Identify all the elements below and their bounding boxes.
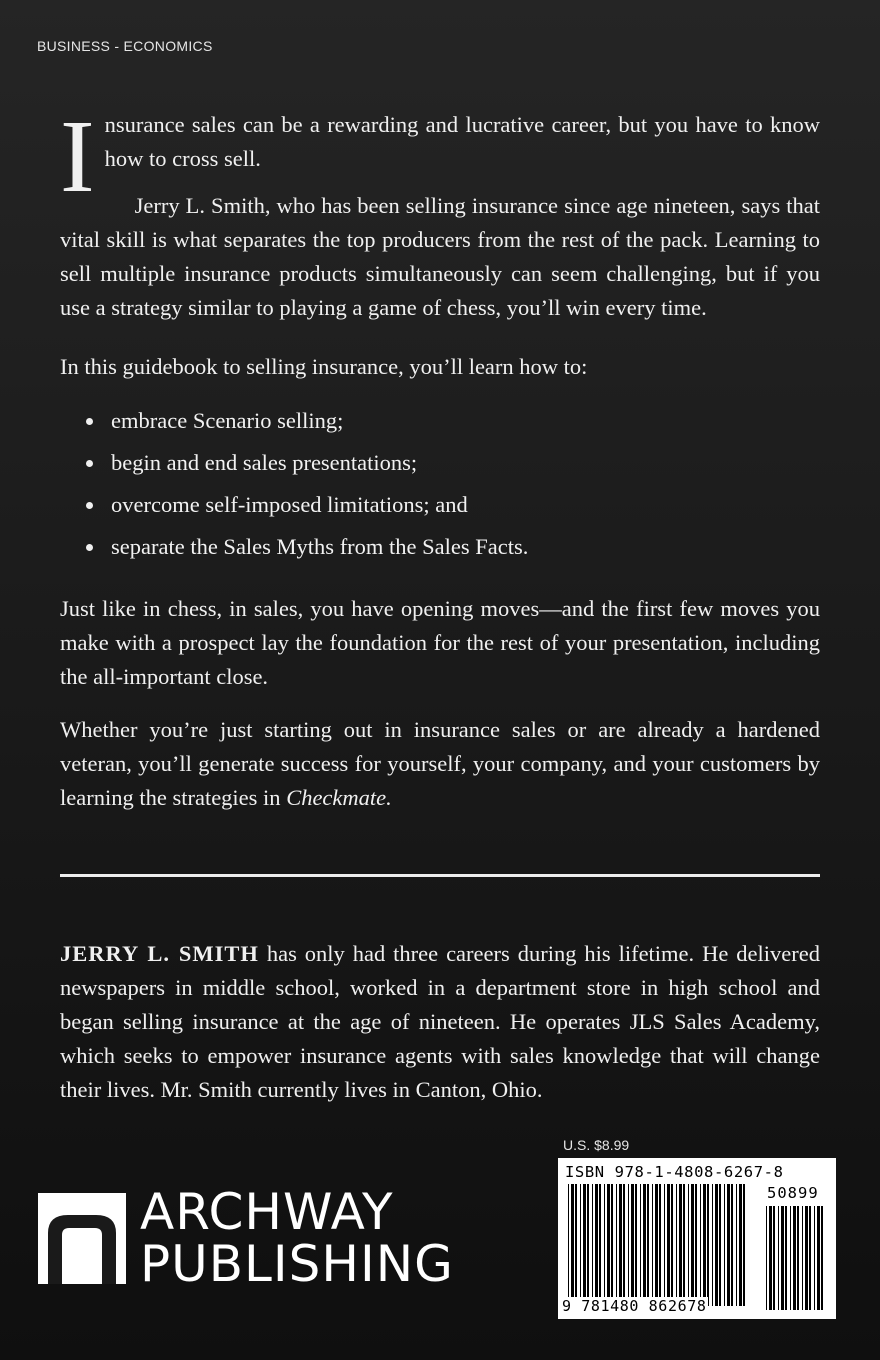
- barcode-bar: [736, 1184, 737, 1306]
- barcode-bar: [707, 1184, 709, 1306]
- barcode-bar: [592, 1184, 593, 1306]
- barcode-bar: [778, 1206, 779, 1310]
- barcode-bar: [766, 1206, 767, 1310]
- barcode-bar: [659, 1184, 661, 1306]
- barcode-bar: [671, 1184, 673, 1306]
- isbn-barcode: [558, 1158, 836, 1319]
- barcode-addon-label: 50899: [767, 1184, 819, 1202]
- barcode-bar: [688, 1184, 689, 1306]
- barcode-bar: [821, 1206, 823, 1310]
- barcode-bar: [743, 1184, 745, 1306]
- intro-paragraph-1: [60, 99, 820, 214]
- barcode-bar: [619, 1184, 622, 1306]
- barcode-bar: [623, 1184, 625, 1306]
- chess-paragraph: [60, 592, 820, 694]
- bullet-dot-icon: [86, 460, 93, 467]
- publisher-wordmark: [140, 1183, 454, 1293]
- barcode-bar: [595, 1184, 598, 1306]
- bullet-item: separate the Sales Myths from the Sales Facts.: [60, 530, 820, 564]
- barcode-bar: [583, 1184, 586, 1306]
- barcode-bar: [683, 1184, 685, 1306]
- barcode-bar: [802, 1206, 803, 1310]
- barcode-bar: [712, 1184, 713, 1306]
- intro-section: [60, 99, 820, 325]
- bullet-dot-icon: [86, 502, 93, 509]
- barcode-bar: [814, 1206, 815, 1310]
- barcode-bar: [703, 1184, 706, 1306]
- closing-paragraph: [60, 713, 820, 815]
- barcode-bar: [587, 1184, 589, 1306]
- barcode-bar: [580, 1184, 581, 1306]
- bullet-item: embrace Scenario selling;: [60, 404, 820, 438]
- barcode-bar: [635, 1184, 637, 1306]
- isbn-label: ISBN 978-1-4808-6267-8: [565, 1163, 784, 1181]
- barcode-bar: [719, 1184, 721, 1306]
- intro-paragraph-2: Jerry L. Smith, who has been selling insurance since age nineteen, says that vital skill is what separates the top producers from the rest of the pack. Learning to sell multiple insurance products simultaneously can seem challenging, but if you use a strategy similar to playing a game of chess, you’ll win every time.: [60, 193, 820, 320]
- barcode-bar: [781, 1206, 784, 1310]
- archway-logo-icon: [38, 1193, 126, 1284]
- barcode-bar: [568, 1184, 569, 1306]
- barcode-bar: [655, 1184, 658, 1306]
- barcode-bar: [643, 1184, 646, 1306]
- barcode-bar: [571, 1184, 574, 1306]
- barcode-bar: [739, 1184, 742, 1306]
- closing-text: Whether you’re just starting out in insurance sales or are already a hardened veteran, you’ll generate success for yourself, your company, and your customers by learning the strategies in: [60, 717, 820, 810]
- barcode-bar: [809, 1206, 811, 1310]
- barcode-bar: [599, 1184, 601, 1306]
- barcode-bar: [607, 1184, 610, 1306]
- author-bio: [60, 937, 820, 1107]
- barcode-bar: [631, 1184, 634, 1306]
- barcode-bar: [731, 1184, 733, 1306]
- bullet-dot-icon: [86, 544, 93, 551]
- barcode-bar: [695, 1184, 697, 1306]
- category-label: BUSINESS - ECONOMICS: [37, 38, 213, 54]
- barcode-bar: [628, 1184, 629, 1306]
- barcode-bar: [679, 1184, 682, 1306]
- barcode-bar: [691, 1184, 694, 1306]
- publisher-line-2: PUBLISHING: [140, 1235, 454, 1293]
- barcode-bar: [715, 1184, 718, 1306]
- barcode-bar: [616, 1184, 617, 1306]
- barcode-bar: [676, 1184, 677, 1306]
- bullet-item: begin and end sales presentations;: [60, 446, 820, 480]
- barcode-bar: [785, 1206, 787, 1310]
- barcode-bar: [700, 1184, 701, 1306]
- author-name: JERRY L. SMITH: [60, 941, 259, 966]
- barcode-bar: [575, 1184, 577, 1306]
- drop-cap: I: [60, 99, 95, 214]
- barcode-bar: [769, 1206, 772, 1310]
- barcode-bar: [727, 1184, 730, 1306]
- author-bio-text: has only had three careers during his lifetime. He delivered newspapers in middle school, worked in a department store in high school and began selling insurance at the age of nineteen. He operates JLS Sales Academy, which seeks to empower insurance agents with sales knowledge that will change their lives. Mr. Smith currently lives in Canton, Ohio.: [60, 941, 820, 1102]
- barcode-bar: [724, 1184, 725, 1306]
- barcode-bar: [652, 1184, 653, 1306]
- bullet-item: overcome self-imposed limitations; and: [60, 488, 820, 522]
- section-divider: [60, 874, 820, 877]
- barcode-bar: [604, 1184, 605, 1306]
- ean-barcode-bars: [568, 1184, 748, 1306]
- publisher-line-1: ARCHWAY: [140, 1183, 394, 1241]
- addon-barcode-bars: [766, 1206, 828, 1310]
- barcode-bar: [797, 1206, 799, 1310]
- barcode-bar: [647, 1184, 649, 1306]
- barcode-bar: [664, 1184, 665, 1306]
- bullet-dot-icon: [86, 418, 93, 425]
- chess-paragraph-text: Just like in chess, in sales, you have opening moves—and the first few moves you make with a prospect lay the foundation for the rest of your presentation, including the all-important close.: [60, 596, 820, 689]
- intro-paragraph-1-text: nsurance sales can be a rewarding and lucrative career, but you have to know how to cross sell.: [104, 112, 820, 171]
- learning-bullet-list: [60, 404, 820, 572]
- lead-in-text: In this guidebook to selling insurance, you’ll learn how to:: [60, 354, 588, 379]
- ean-digits: 9 781480 862678: [562, 1297, 707, 1315]
- barcode-bar: [773, 1206, 775, 1310]
- barcode-bar: [611, 1184, 613, 1306]
- barcode-bar: [793, 1206, 796, 1310]
- barcode-bar: [640, 1184, 641, 1306]
- barcode-bar: [805, 1206, 808, 1310]
- barcode-bar: [817, 1206, 820, 1310]
- lead-in-paragraph: [60, 350, 820, 384]
- price-label: U.S. $8.99: [563, 1137, 630, 1153]
- barcode-bar: [667, 1184, 670, 1306]
- book-title: Checkmate.: [286, 785, 392, 810]
- barcode-bar: [790, 1206, 791, 1310]
